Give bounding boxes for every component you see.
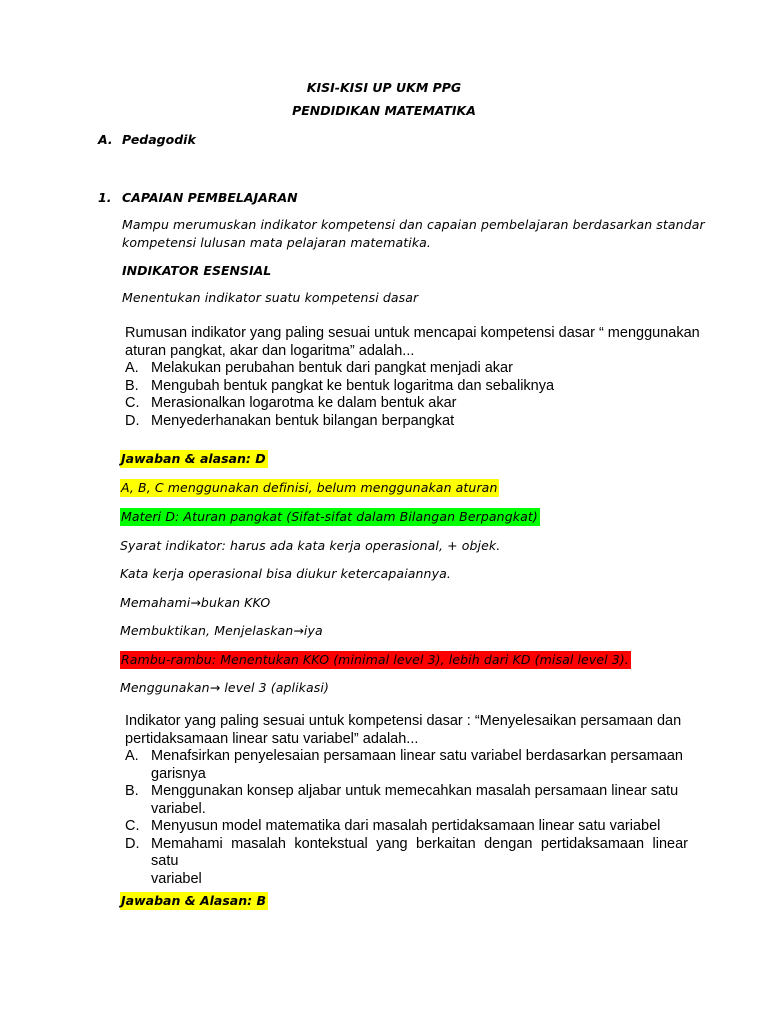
answer-1-reason-highlight: A, B, C menggunakan definisi, belum menggunakan aturan xyxy=(121,480,498,495)
answer-1-highlight: Jawaban & alasan: D xyxy=(121,451,266,466)
question-2-options xyxy=(125,748,688,888)
rambu-rambu-highlight: Rambu-rambu: Menentukan KKO (minimal level 3), lebih dari KD (misal level 3). xyxy=(121,652,629,667)
section-a-letter: A. xyxy=(98,132,113,147)
rambu-rambu xyxy=(120,652,631,667)
memahami-note: Memahami→bukan KKO xyxy=(120,595,271,610)
question-2-option-c xyxy=(125,818,688,836)
question-1-stem-line2: aturan pangkat, akar dan logaritma” adalah... xyxy=(125,342,415,359)
question-2-option-a xyxy=(125,748,688,783)
question-2-option-d xyxy=(125,836,688,889)
option-letter: A. xyxy=(125,360,139,376)
option-text xyxy=(151,836,688,889)
indicator-heading: INDIKATOR ESENSIAL xyxy=(122,263,272,278)
question-1-option-c xyxy=(125,395,700,413)
option-letter: D. xyxy=(125,412,140,429)
answer-1-materi-highlight: Materi D: Aturan pangkat (Sifat-sifat dalam Bilangan Berpangkat) xyxy=(121,509,538,524)
question-1-options xyxy=(125,360,700,430)
question-2 xyxy=(125,713,688,888)
option-letter: A. xyxy=(125,748,139,764)
question-1-option-d xyxy=(125,413,700,431)
option-letter: C. xyxy=(125,818,140,834)
option-text-line2: variabel xyxy=(151,870,202,887)
option-text-line2: variabel. xyxy=(151,800,206,817)
option-text: Mengubah bentuk pangkat ke bentuk logaritma dan sebaliknya xyxy=(151,377,555,394)
menggunakan-note: Menggunakan→ level 3 (aplikasi) xyxy=(120,680,329,695)
question-2-stem-line1: Indikator yang paling sesuai untuk kompetensi dasar : “Menyelesaikan persamaan dan xyxy=(125,713,682,729)
question-1-option-b xyxy=(125,378,700,396)
section-1-number: 1. xyxy=(98,190,112,205)
membuktikan-note: Membuktikan, Menjelaskan→iya xyxy=(120,623,323,638)
section-1-desc-line2: kompetensi lulusan mata pelajaran matematika. xyxy=(122,235,431,250)
question-2-option-b xyxy=(125,783,688,818)
option-text-line1: Menyusun model matematika dari masalah pertidaksamaan linear satu variabel xyxy=(151,818,661,834)
option-text: Merasionalkan logarotma ke dalam bentuk akar xyxy=(151,395,457,411)
option-text-line2: garisnya xyxy=(151,765,206,782)
option-text xyxy=(151,748,688,783)
question-2-stem-line2: pertidaksamaan linear satu variabel” adalah... xyxy=(125,730,419,747)
option-text xyxy=(151,818,688,836)
answer-2 xyxy=(120,893,268,908)
section-1-heading: CAPAIAN PEMBELAJARAN xyxy=(122,190,298,205)
section-1-desc-line1: Mampu merumuskan indikator kompetensi dan capaian pembelajaran berdasarkan standar xyxy=(122,217,705,232)
question-1-option-a xyxy=(125,360,700,378)
option-letter: B. xyxy=(125,377,139,394)
option-letter: B. xyxy=(125,783,139,799)
kko-note: Kata kerja operasional bisa diukur ketercapaiannya. xyxy=(120,566,451,581)
answer-1-materi xyxy=(120,509,540,524)
doc-title-line1: KISI-KISI UP UKM PPG xyxy=(306,80,462,95)
indicator-text: Menentukan indikator suatu kompetensi dasar xyxy=(122,290,419,305)
option-text-line1: Memahami masalah kontekstual yang berkaitan dengan pertidaksamaan linear satu xyxy=(151,835,688,869)
option-text: Melakukan perubahan bentuk dari pangkat menjadi akar xyxy=(151,360,513,376)
answer-1-reason xyxy=(120,480,499,495)
option-text-line1: Menggunakan konsep aljabar untuk memecahkan masalah persamaan linear satu xyxy=(151,783,679,799)
option-text: Menyederhanakan bentuk bilangan berpangkat xyxy=(151,412,455,429)
option-text xyxy=(151,783,688,818)
question-1 xyxy=(125,325,700,430)
option-text-line1: Menafsirkan penyelesaian persamaan linear satu variabel berdasarkan persamaan xyxy=(151,748,683,764)
option-letter: C. xyxy=(125,395,140,411)
doc-title-line2: PENDIDIKAN MATEMATIKA xyxy=(292,103,476,118)
answer-1 xyxy=(120,451,268,466)
syarat-indikator: Syarat indikator: harus ada kata kerja operasional, + objek. xyxy=(120,538,501,553)
option-letter: D. xyxy=(125,835,140,852)
section-a-label: Pedagodik xyxy=(122,132,196,147)
question-1-stem-line1: Rumusan indikator yang paling sesuai untuk mencapai kompetensi dasar “ menggunakan xyxy=(125,325,700,341)
answer-2-highlight: Jawaban & Alasan: B xyxy=(121,893,267,908)
